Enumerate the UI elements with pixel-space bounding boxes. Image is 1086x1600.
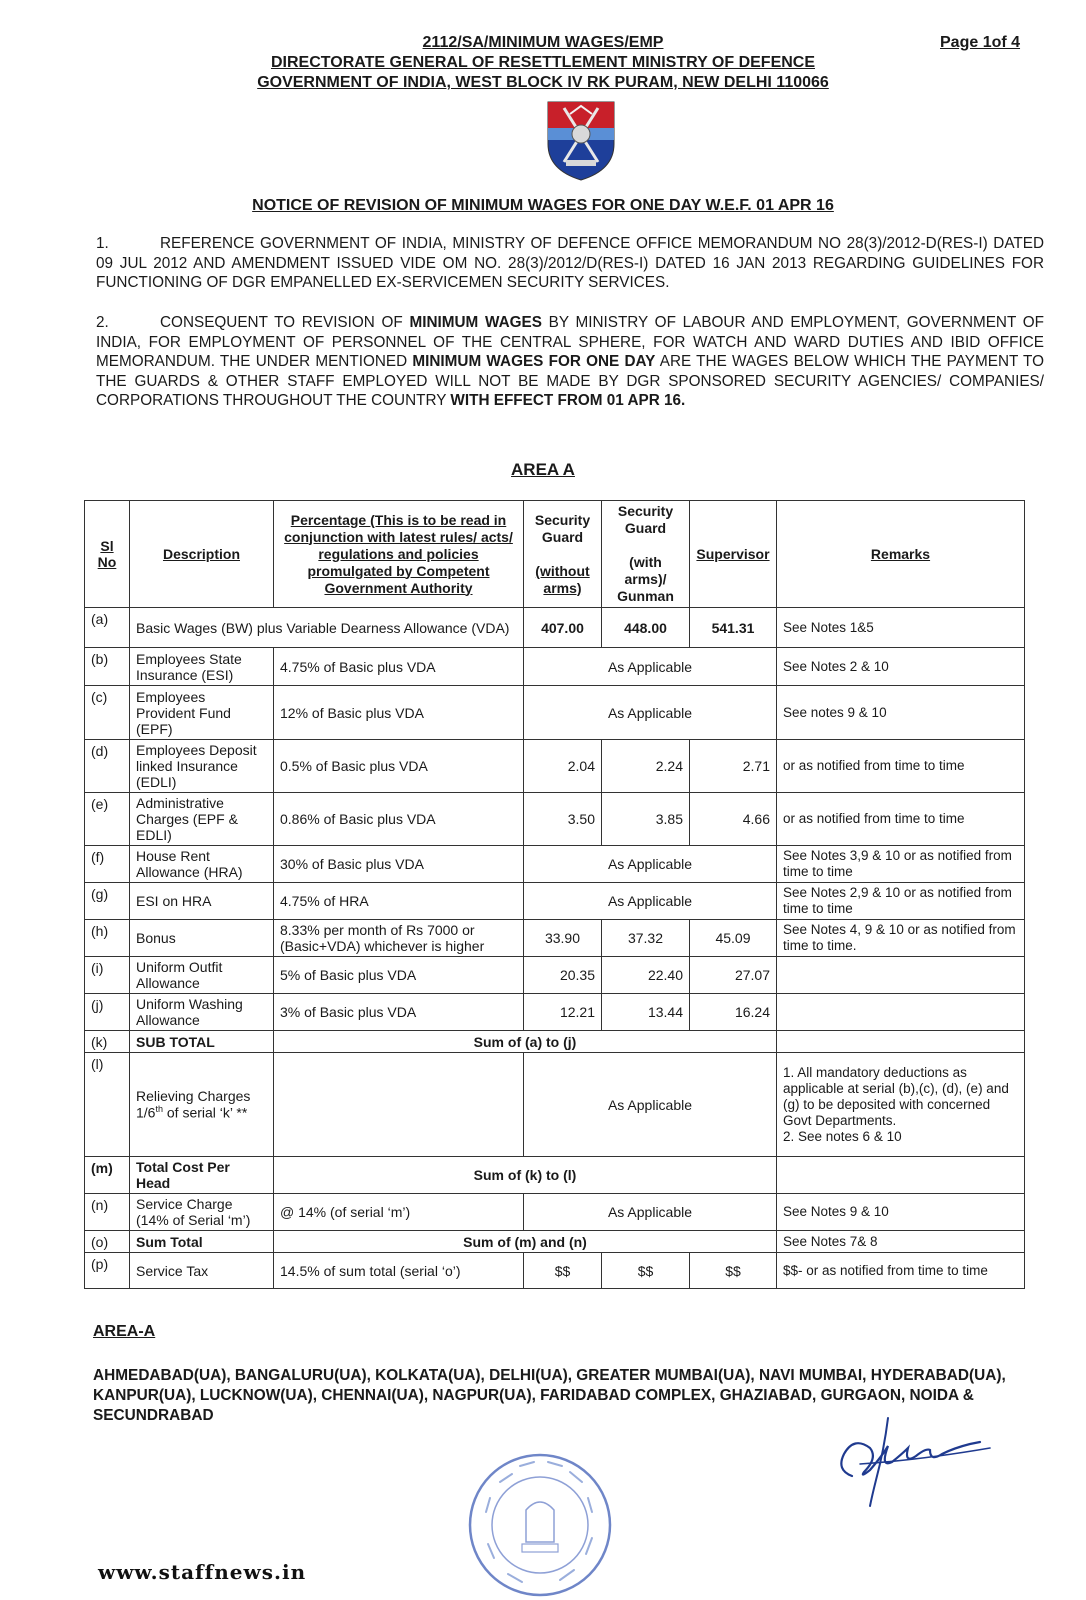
paragraph-1-number: 1. <box>96 235 109 252</box>
row-value-span: Sum of (m) and (n) <box>274 1231 777 1253</box>
row-percentage: 4.75% of Basic plus VDA <box>274 648 524 686</box>
row-percentage: 3% of Basic plus VDA <box>274 994 524 1031</box>
row-description: Employees Deposit linked Insurance (EDLI) <box>130 740 274 793</box>
row-description: SUB TOTAL <box>130 1031 274 1053</box>
page-number: Page 1of 4 <box>940 34 1021 51</box>
row-description: Uniform Washing Allowance <box>130 994 274 1031</box>
dgr-emblem-icon <box>544 98 618 182</box>
value-security-guard-unarmed: 2.04 <box>524 740 602 793</box>
row-serial: (l) <box>85 1053 130 1157</box>
header-sl-no: Sl No <box>85 501 130 608</box>
row-remarks <box>777 1031 1025 1053</box>
header-remarks: Remarks <box>777 501 1025 608</box>
table-row <box>85 1053 1025 1157</box>
row-percentage: 4.75% of HRA <box>274 883 524 920</box>
paragraph-2-text: CONSEQUENT TO REVISION OF <box>160 314 410 331</box>
government-address: GOVERNMENT OF INDIA, WEST BLOCK IV RK PURAM, NEW DELHI 110066 <box>257 74 829 91</box>
table-row <box>85 1031 1025 1053</box>
table-row <box>85 920 1025 957</box>
table-row <box>85 648 1025 686</box>
row-serial: (p) <box>85 1253 130 1289</box>
row-serial: (c) <box>85 686 130 740</box>
paragraph-1 <box>96 234 1044 293</box>
table-row <box>85 1194 1025 1231</box>
row-percentage: 0.5% of Basic plus VDA <box>274 740 524 793</box>
paragraph-2-text: BY MINISTRY OF LABOUR AND EMPLOYMENT, GOVERNMENT OF INDIA, FOR EMPLOYMENT OF PERSONNEL OF THE CENTRAL SPHERE, FOR WATCH AND WARD DUTIES AND IBID OFFICE MEMORANDUM. THE UNDER MENTIONED <box>96 314 1044 371</box>
row-percentage: 12% of Basic plus VDA <box>274 686 524 740</box>
value-security-guard-armed: 3.85 <box>602 793 690 846</box>
value-security-guard-armed: $$ <box>602 1253 690 1289</box>
table-row <box>85 686 1025 740</box>
row-percentage: 5% of Basic plus VDA <box>274 957 524 994</box>
row-serial: (i) <box>85 957 130 994</box>
table-row <box>85 1157 1025 1194</box>
value-security-guard-unarmed: 33.90 <box>524 920 602 957</box>
paragraph-1-text: REFERENCE GOVERNMENT OF INDIA, MINISTRY OF DEFENCE OFFICE MEMORANDUM NO 28(3)/2012-D(RES-I) DATED 09 JUL 2012 AND AMENDMENT ISSUED VIDE OM NO. 28(3)/2012/D(RES-I) DATED 16 JAN 2013 REGARDING GUIDELINES FOR FUNCTIONING OF DGR EMPANELLED EX-SERVICEMEN SECURITY SERVICES. <box>96 235 1044 292</box>
row-value-span: As Applicable <box>524 1194 777 1231</box>
row-serial: (m) <box>85 1157 130 1194</box>
row-remarks <box>777 994 1025 1031</box>
header-description: Description <box>130 501 274 608</box>
row-serial: (a) <box>85 608 130 648</box>
row-value-span: As Applicable <box>524 883 777 920</box>
row-remarks: or as notified from time to time <box>777 793 1025 846</box>
table-row <box>85 608 1025 648</box>
paragraph-2 <box>96 313 1044 411</box>
row-serial: (o) <box>85 1231 130 1253</box>
wages-table <box>84 500 1025 1289</box>
row-description: Relieving Charges 1/6th of serial ‘k’ ** <box>130 1053 274 1157</box>
row-serial: (b) <box>85 648 130 686</box>
row-value-span: As Applicable <box>524 686 777 740</box>
row-value-span: Sum of (a) to (j) <box>274 1031 777 1053</box>
table-row <box>85 1253 1025 1289</box>
row-percentage: 0.86% of Basic plus VDA <box>274 793 524 846</box>
official-stamp-icon <box>460 1450 620 1600</box>
header-supervisor: Supervisor <box>690 501 777 608</box>
row-remarks <box>777 1157 1025 1194</box>
table-row <box>85 883 1025 920</box>
row-serial: (f) <box>85 846 130 883</box>
directorate-name: DIRECTORATE GENERAL OF RESETTLEMENT MINISTRY OF DEFENCE <box>270 54 816 71</box>
file-reference: 2112/SA/MINIMUM WAGES/EMP <box>422 34 664 51</box>
row-remarks: See Notes 2 & 10 <box>777 648 1025 686</box>
value-security-guard-armed: 13.44 <box>602 994 690 1031</box>
signature-icon <box>830 1410 1000 1510</box>
row-description: Service Tax <box>130 1253 274 1289</box>
paragraph-2-bold: MINIMUM WAGES <box>409 314 542 331</box>
row-serial: (d) <box>85 740 130 793</box>
row-remarks <box>777 957 1025 994</box>
row-remarks: See Notes 9 & 10 <box>777 1194 1025 1231</box>
row-value-span: As Applicable <box>524 648 777 686</box>
row-remarks: See Notes 3,9 & 10 or as notified from time to time <box>777 846 1025 883</box>
row-description: Employees Provident Fund (EPF) <box>130 686 274 740</box>
value-security-guard-armed: 37.32 <box>602 920 690 957</box>
value-security-guard-armed: 22.40 <box>602 957 690 994</box>
row-percentage: 14.5% of sum total (serial ‘o’) <box>274 1253 524 1289</box>
value-security-guard-unarmed: 12.21 <box>524 994 602 1031</box>
row-percentage: 8.33% per month of Rs 7000 or (Basic+VDA) whichever is higher <box>274 920 524 957</box>
row-description: Service Charge (14% of Serial ‘m’) <box>130 1194 274 1231</box>
paragraph-2-text: ARE THE WAGES BELOW WHICH THE PAYMENT TO THE GUARDS & OTHER STAFF EMPLOYED WILL NOT BE MADE BY DGR SPONSORED SECURITY AGENCIES/ COMPANIES/ CORPORATIONS THROUGHOUT THE COUNTRY <box>96 353 1044 410</box>
row-serial: (g) <box>85 883 130 920</box>
row-remarks: 1. All mandatory deductions as applicable at serial (b),(c), (d), (e) and (g) to be deposited with concerned Govt Departments. 2. See notes 6 & 10 <box>777 1053 1025 1157</box>
header-security-guard-armed: Security Guard (with arms)/ Gunman <box>602 501 690 608</box>
row-description: ESI on HRA <box>130 883 274 920</box>
row-remarks: See Notes 4, 9 & 10 or as notified from time to time. <box>777 920 1025 957</box>
value-supervisor: 4.66 <box>690 793 777 846</box>
row-description: House Rent Allowance (HRA) <box>130 846 274 883</box>
row-percentage: @ 14% (of serial ‘m’) <box>274 1194 524 1231</box>
value-supervisor: 45.09 <box>690 920 777 957</box>
value-supervisor: $$ <box>690 1253 777 1289</box>
table-row <box>85 957 1025 994</box>
value-supervisor: 2.71 <box>690 740 777 793</box>
row-serial: (h) <box>85 920 130 957</box>
value-security-guard-armed: 448.00 <box>602 608 690 648</box>
row-remarks: See Notes 2,9 & 10 or as notified from time to time <box>777 883 1025 920</box>
value-supervisor: 541.31 <box>690 608 777 648</box>
row-value-span: Sum of (k) to (l) <box>274 1157 777 1194</box>
value-security-guard-unarmed: 407.00 <box>524 608 602 648</box>
row-percentage: 30% of Basic plus VDA <box>274 846 524 883</box>
row-serial: (e) <box>85 793 130 846</box>
value-security-guard-unarmed: 3.50 <box>524 793 602 846</box>
row-description: Employees State Insurance (ESI) <box>130 648 274 686</box>
table-row <box>85 994 1025 1031</box>
row-remarks: $$- or as notified from time to time <box>777 1253 1025 1289</box>
paragraph-2-number: 2. <box>96 314 109 331</box>
area-a-cities: AHMEDABAD(UA), BANGALURU(UA), KOLKATA(UA), DELHI(UA), GREATER MUMBAI(UA), NAVI MUMBAI, HYDERABAD(UA), KANPUR(UA), LUCKNOW(UA), CHENNAI(UA), NAGPUR(UA), FARIDABAD COMPLEX, GHAZIABAD, GURGAON, NOIDA & SECUNDRABAD <box>93 1367 1006 1424</box>
row-value-span: As Applicable <box>524 1053 777 1157</box>
value-security-guard-unarmed: $$ <box>524 1253 602 1289</box>
table-row <box>85 846 1025 883</box>
row-description: Uniform Outfit Allowance <box>130 957 274 994</box>
table-row <box>85 793 1025 846</box>
website-watermark: www.staffnews.in <box>98 1560 307 1584</box>
area-title: AREA A <box>511 460 575 479</box>
value-security-guard-armed: 2.24 <box>602 740 690 793</box>
row-description: Basic Wages (BW) plus Variable Dearness Allowance (VDA) <box>130 608 524 648</box>
paragraph-2-bold: MINIMUM WAGES FOR ONE DAY <box>412 353 656 371</box>
row-remarks: See Notes 7& 8 <box>777 1231 1025 1253</box>
notice-title: NOTICE OF REVISION OF MINIMUM WAGES FOR ONE DAY W.E.F. 01 APR 16 <box>252 197 834 214</box>
header-security-guard-unarmed: Security Guard (without arms) <box>524 501 602 608</box>
row-serial: (k) <box>85 1031 130 1053</box>
row-remarks: or as notified from time to time <box>777 740 1025 793</box>
value-supervisor: 27.07 <box>690 957 777 994</box>
row-serial: (n) <box>85 1194 130 1231</box>
header-percentage: Percentage (This is to be read in conjunction with latest rules/ acts/ regulations and policies promulgated by Competent Government Authority <box>274 501 524 608</box>
table-header-row <box>85 501 1025 608</box>
table-row <box>85 1231 1025 1253</box>
table-row <box>85 740 1025 793</box>
row-serial: (j) <box>85 994 130 1031</box>
row-description: Bonus <box>130 920 274 957</box>
value-security-guard-unarmed: 20.35 <box>524 957 602 994</box>
row-description: Administrative Charges (EPF & EDLI) <box>130 793 274 846</box>
paragraph-2-bold: WITH EFFECT FROM 01 APR 16. <box>450 392 686 410</box>
row-remarks: See Notes 1&5 <box>777 608 1025 648</box>
row-description: Sum Total <box>130 1231 274 1253</box>
value-supervisor: 16.24 <box>690 994 777 1031</box>
row-percentage <box>274 1053 524 1157</box>
row-remarks: See notes 9 & 10 <box>777 686 1025 740</box>
row-value-span: As Applicable <box>524 846 777 883</box>
row-description: Total Cost Per Head <box>130 1157 274 1194</box>
area-a-title: AREA-A <box>93 1323 156 1340</box>
